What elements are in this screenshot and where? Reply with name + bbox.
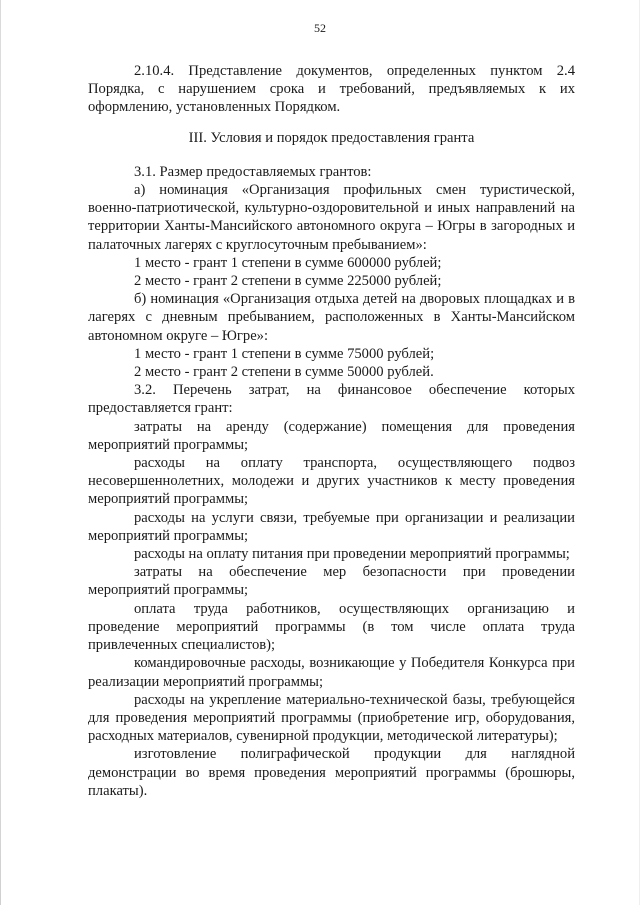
page-number: 52 <box>314 21 326 35</box>
cost-item-salary: оплата труда работников, осуществляющих организацию и проведение мероприятий программы (в том числе оплата труда привлеченных специалистов); <box>88 600 575 654</box>
cost-item-travel: командировочные расходы, возникающие у Победителя Конкурса при реализации мероприятий программы; <box>88 655 575 690</box>
section-heading: III. Условия и порядок предоставления гранта <box>188 129 475 146</box>
nomination-a-place-1: 1 место - грант 1 степени в сумме 600000 рублей; <box>134 254 442 271</box>
nomination-b: б) номинация «Организация отдыха детей на дворовых площадках и в лагерях с дневным пребыванием, расположенных в Ханты-Мансийском автономном округе – Югре»: <box>88 291 575 344</box>
nomination-a-place-2: 2 место - грант 2 степени в сумме 225000 рублей; <box>134 273 442 290</box>
cost-item-printing: изготовление полиграфической продукции для наглядной демонстрации во время проведения мероприятий программы (брошюры, плакаты). <box>88 746 575 799</box>
scan-edge-left <box>0 0 1 905</box>
nomination-b-place-1: 1 место - грант 1 степени в сумме 75000 рублей; <box>134 345 435 362</box>
nomination-b-place-2: 2 место - грант 2 степени в сумме 50000 рублей. <box>134 364 434 381</box>
document-body <box>88 62 575 800</box>
paragraph-2-10-4: 2.10.4. Представление документов, определенных пунктом 2.4 Порядка, с нарушением срока и требований, предъявляемых к их оформлению, установленных Порядком. <box>88 63 575 116</box>
cost-item-safety: затраты на обеспечение мер безопасности при проведении мероприятий программы; <box>88 564 575 599</box>
cost-item-transport: расходы на оплату транспорта, осуществляющего подвоз несовершеннолетних, молодежи и других участников к месту проведения мероприятий программы; <box>88 455 575 508</box>
cost-item-materials: расходы на укрепление материально-технической базы, требующейся для проведения мероприятий программы (приобретение игр, оборудования, расходных материалов, сувенирной продукции, методической литературы); <box>88 691 575 745</box>
cost-item-rent: затраты на аренду (содержание) помещения для проведения мероприятий программы; <box>88 418 575 453</box>
paragraph-3-1: 3.1. Размер предоставляемых грантов: <box>134 163 372 180</box>
nomination-a: а) номинация «Организация профильных смен туристической, военно-патриотической, культурно-оздоровительной и иных направлений на территории Ханты-Мансийского автономного округа – Югры в загородных и палаточных лагерях с круглосуточным пребыванием»: <box>88 182 575 253</box>
cost-item-communication: расходы на услуги связи, требуемые при организации и реализации мероприятий программы; <box>88 509 575 544</box>
paragraph-3-2: 3.2. Перечень затрат, на финансовое обеспечение которых предоставляется грант: <box>88 382 575 417</box>
cost-item-meals: расходы на оплату питания при проведении мероприятий программы; <box>134 546 570 563</box>
